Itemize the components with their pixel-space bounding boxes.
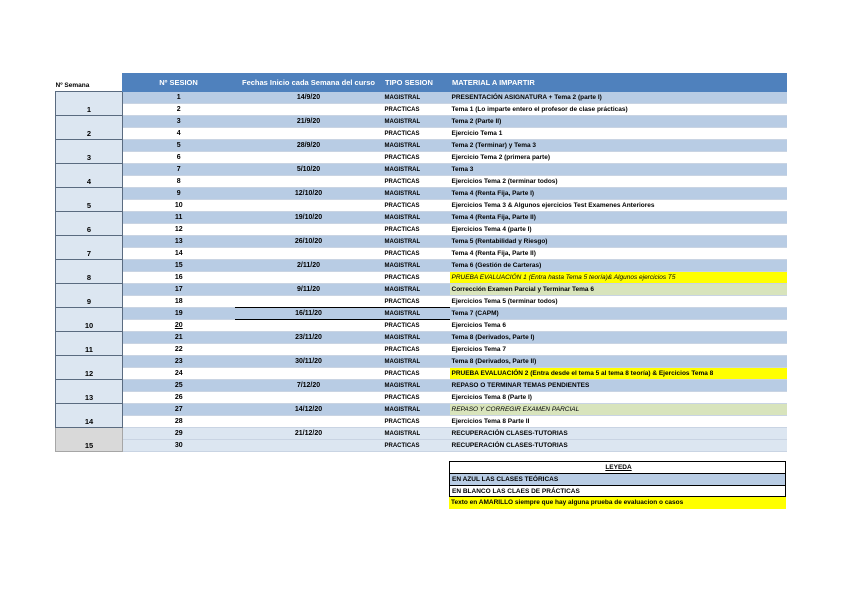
table-row bbox=[56, 344, 787, 356]
week-number: 14 bbox=[56, 404, 123, 428]
table-row bbox=[56, 380, 787, 392]
session-number: 11 bbox=[123, 212, 235, 224]
session-number: 15 bbox=[123, 260, 235, 272]
table-row bbox=[56, 236, 787, 248]
session-material: Tema 7 (CAPM) bbox=[450, 308, 787, 320]
session-type: MAGISTRAL bbox=[383, 92, 450, 104]
session-material: PRUEBA EVALUACIÓN 1 (Entra hasta Tema 5 teoría)& Algunos ejercicios T5 bbox=[450, 272, 787, 284]
session-number: 22 bbox=[123, 344, 235, 356]
session-type: PRACTICAS bbox=[383, 272, 450, 284]
session-date: 16/11/20 bbox=[235, 308, 383, 320]
week-number: 5 bbox=[56, 188, 123, 212]
session-material: Tema 6 (Gestión de Carteras) bbox=[450, 260, 787, 272]
table-row bbox=[56, 152, 787, 164]
session-material: Ejercicios Tema 4 (parte I) bbox=[450, 224, 787, 236]
session-type: PRACTICAS bbox=[383, 344, 450, 356]
session-number: 14 bbox=[123, 248, 235, 260]
session-type: PRACTICAS bbox=[383, 152, 450, 164]
session-type: MAGISTRAL bbox=[383, 404, 450, 416]
session-type: PRACTICAS bbox=[383, 200, 450, 212]
table-row bbox=[56, 320, 787, 332]
session-type: PRACTICAS bbox=[383, 320, 450, 332]
session-date: 2/11/20 bbox=[235, 260, 383, 272]
session-type: MAGISTRAL bbox=[383, 212, 450, 224]
session-type: MAGISTRAL bbox=[383, 164, 450, 176]
session-date: 21/12/20 bbox=[235, 428, 383, 440]
session-material: Tema 8 (Derivados, Parte I) bbox=[450, 332, 787, 344]
legend-box bbox=[449, 461, 786, 509]
session-type: MAGISTRAL bbox=[383, 356, 450, 368]
table-row bbox=[56, 440, 787, 452]
session-material: REPASO O TERMINAR TEMAS PENDIENTES bbox=[450, 380, 787, 392]
header-sesion: Nº SESION bbox=[123, 74, 235, 92]
session-number: 17 bbox=[123, 284, 235, 296]
session-material: Tema 3 bbox=[450, 164, 787, 176]
table-row bbox=[56, 104, 787, 116]
table-row bbox=[56, 392, 787, 404]
session-material: Ejercicio Tema 1 bbox=[450, 128, 787, 140]
session-number: 2 bbox=[123, 104, 235, 116]
session-type: PRACTICAS bbox=[383, 104, 450, 116]
session-type: PRACTICAS bbox=[383, 224, 450, 236]
session-date bbox=[235, 248, 383, 260]
schedule-table bbox=[55, 73, 787, 452]
session-number: 12 bbox=[123, 224, 235, 236]
session-type: MAGISTRAL bbox=[383, 236, 450, 248]
session-number: 20 bbox=[123, 320, 235, 332]
session-date bbox=[235, 104, 383, 116]
week-number: 7 bbox=[56, 236, 123, 260]
session-type: PRACTICAS bbox=[383, 416, 450, 428]
session-material: Tema 2 (Terminar) y Tema 3 bbox=[450, 140, 787, 152]
session-date bbox=[235, 320, 383, 332]
table-row bbox=[56, 128, 787, 140]
session-date: 7/12/20 bbox=[235, 380, 383, 392]
session-type: MAGISTRAL bbox=[383, 140, 450, 152]
session-number: 28 bbox=[123, 416, 235, 428]
session-date: 26/10/20 bbox=[235, 236, 383, 248]
session-number: 10 bbox=[123, 200, 235, 212]
session-type: MAGISTRAL bbox=[383, 116, 450, 128]
table-row bbox=[56, 308, 787, 320]
header-material: MATERIAL A IMPARTIR bbox=[450, 74, 787, 92]
week-number: 13 bbox=[56, 380, 123, 404]
session-number: 27 bbox=[123, 404, 235, 416]
table-row bbox=[56, 188, 787, 200]
table-row bbox=[56, 296, 787, 308]
legend-amarillo: Texto en AMARILLO siempre que hay alguna prueba de evaluacion o casos bbox=[449, 497, 786, 509]
header-row bbox=[56, 74, 787, 92]
session-date: 12/10/20 bbox=[235, 188, 383, 200]
week-number: 3 bbox=[56, 140, 123, 164]
session-material: Tema 8 (Derivados, Parte II) bbox=[450, 356, 787, 368]
session-material: PRUEBA EVALUACIÓN 2 (Entra desde el tema 5 al tema 8 teoría) & Ejercicios Tema 8 bbox=[450, 368, 787, 380]
header-semana: Nº Semana bbox=[56, 74, 123, 92]
session-date bbox=[235, 344, 383, 356]
table-row bbox=[56, 176, 787, 188]
session-material: Ejercicios Tema 8 (Parte I) bbox=[450, 392, 787, 404]
table-row bbox=[56, 224, 787, 236]
session-date: 14/9/20 bbox=[235, 92, 383, 104]
table-row bbox=[56, 140, 787, 152]
session-date: 28/9/20 bbox=[235, 140, 383, 152]
session-number: 3 bbox=[123, 116, 235, 128]
session-material: Ejercicio Tema 2 (primera parte) bbox=[450, 152, 787, 164]
session-type: PRACTICAS bbox=[383, 176, 450, 188]
week-number: 6 bbox=[56, 212, 123, 236]
session-number: 6 bbox=[123, 152, 235, 164]
session-material: REPASO Y CORREGIR EXAMEN PARCIAL bbox=[450, 404, 787, 416]
week-number: 1 bbox=[56, 92, 123, 116]
table-row bbox=[56, 272, 787, 284]
session-type: MAGISTRAL bbox=[383, 332, 450, 344]
table-row bbox=[56, 200, 787, 212]
session-number: 21 bbox=[123, 332, 235, 344]
session-number: 18 bbox=[123, 296, 235, 308]
table-row bbox=[56, 332, 787, 344]
session-number: 23 bbox=[123, 356, 235, 368]
session-type: PRACTICAS bbox=[383, 296, 450, 308]
schedule-body bbox=[56, 92, 787, 452]
week-number: 9 bbox=[56, 284, 123, 308]
session-material: Tema 4 (Renta Fija, Parte I) bbox=[450, 188, 787, 200]
session-material: Ejercicios Tema 7 bbox=[450, 344, 787, 356]
session-number: 5 bbox=[123, 140, 235, 152]
session-date: 21/9/20 bbox=[235, 116, 383, 128]
session-type: MAGISTRAL bbox=[383, 308, 450, 320]
table-row bbox=[56, 164, 787, 176]
legend-title: LEYEDA bbox=[449, 461, 786, 473]
session-number: 1 bbox=[123, 92, 235, 104]
table-row bbox=[56, 404, 787, 416]
table-row bbox=[56, 284, 787, 296]
session-date bbox=[235, 272, 383, 284]
session-type: MAGISTRAL bbox=[383, 260, 450, 272]
table-row bbox=[56, 116, 787, 128]
session-material: Tema 1 (Lo imparte entero el profesor de clase prácticas) bbox=[450, 104, 787, 116]
header-fechas: Fechas Inicio cada Semana del curso bbox=[235, 74, 383, 92]
week-number: 4 bbox=[56, 164, 123, 188]
session-material: RECUPERACIÓN CLASES-TUTORIAS bbox=[450, 428, 787, 440]
session-number: 7 bbox=[123, 164, 235, 176]
session-material: RECUPERACIÓN CLASES-TUTORIAS bbox=[450, 440, 787, 452]
schedule-sheet bbox=[55, 73, 786, 452]
session-date bbox=[235, 368, 383, 380]
session-number: 16 bbox=[123, 272, 235, 284]
session-date bbox=[235, 296, 383, 308]
session-date: 9/11/20 bbox=[235, 284, 383, 296]
session-number: 13 bbox=[123, 236, 235, 248]
session-number: 26 bbox=[123, 392, 235, 404]
week-number: 15 bbox=[56, 428, 123, 452]
session-material: Ejercicios Tema 5 (terminar todos) bbox=[450, 296, 787, 308]
session-date bbox=[235, 416, 383, 428]
session-date: 23/11/20 bbox=[235, 332, 383, 344]
session-material: PRESENTACIÓN ASIGNATURA + Tema 2 (parte I) bbox=[450, 92, 787, 104]
table-row bbox=[56, 416, 787, 428]
session-date bbox=[235, 224, 383, 236]
week-number: 10 bbox=[56, 308, 123, 332]
session-type: PRACTICAS bbox=[383, 128, 450, 140]
session-number: 29 bbox=[123, 428, 235, 440]
session-material: Ejercicios Tema 2 (terminar todos) bbox=[450, 176, 787, 188]
session-number: 24 bbox=[123, 368, 235, 380]
table-row bbox=[56, 248, 787, 260]
table-row bbox=[56, 212, 787, 224]
session-number: 30 bbox=[123, 440, 235, 452]
table-row bbox=[56, 428, 787, 440]
week-number: 11 bbox=[56, 332, 123, 356]
session-date bbox=[235, 200, 383, 212]
session-number: 9 bbox=[123, 188, 235, 200]
session-material: Ejercicios Tema 8 Parte II bbox=[450, 416, 787, 428]
table-row bbox=[56, 368, 787, 380]
session-material: Tema 4 (Renta Fija, Parte II) bbox=[450, 248, 787, 260]
session-date bbox=[235, 176, 383, 188]
session-number: 25 bbox=[123, 380, 235, 392]
session-type: PRACTICAS bbox=[383, 440, 450, 452]
session-date: 30/11/20 bbox=[235, 356, 383, 368]
session-material: Ejercicios Tema 6 bbox=[450, 320, 787, 332]
table-row bbox=[56, 356, 787, 368]
session-number: 4 bbox=[123, 128, 235, 140]
legend-azul: EN AZUL LAS CLASES TEÓRICAS bbox=[449, 473, 786, 485]
session-date bbox=[235, 440, 383, 452]
week-number: 2 bbox=[56, 116, 123, 140]
session-type: PRACTICAS bbox=[383, 392, 450, 404]
session-type: PRACTICAS bbox=[383, 248, 450, 260]
legend-blanco: EN BLANCO LAS CLAES DE PRÁCTICAS bbox=[449, 485, 786, 497]
session-date bbox=[235, 128, 383, 140]
table-row bbox=[56, 260, 787, 272]
session-type: MAGISTRAL bbox=[383, 284, 450, 296]
session-type: PRACTICAS bbox=[383, 368, 450, 380]
session-type: MAGISTRAL bbox=[383, 428, 450, 440]
session-material: Corrección Examen Parcial y Terminar Tema 6 bbox=[450, 284, 787, 296]
session-date: 5/10/20 bbox=[235, 164, 383, 176]
session-material: Ejercicios Tema 3 & Algunos ejercicios Test Examenes Anteriores bbox=[450, 200, 787, 212]
session-date bbox=[235, 152, 383, 164]
session-date: 14/12/20 bbox=[235, 404, 383, 416]
session-date: 19/10/20 bbox=[235, 212, 383, 224]
table-row bbox=[56, 92, 787, 104]
session-type: MAGISTRAL bbox=[383, 188, 450, 200]
session-number: 19 bbox=[123, 308, 235, 320]
week-number: 8 bbox=[56, 260, 123, 284]
header-tipo: TIPO SESION bbox=[383, 74, 450, 92]
session-date bbox=[235, 392, 383, 404]
session-material: Tema 2 (Parte II) bbox=[450, 116, 787, 128]
session-number: 8 bbox=[123, 176, 235, 188]
week-number: 12 bbox=[56, 356, 123, 380]
session-material: Tema 5 (Rentabilidad y Riesgo) bbox=[450, 236, 787, 248]
session-type: MAGISTRAL bbox=[383, 380, 450, 392]
session-material: Tema 4 (Renta Fija, Parte II) bbox=[450, 212, 787, 224]
